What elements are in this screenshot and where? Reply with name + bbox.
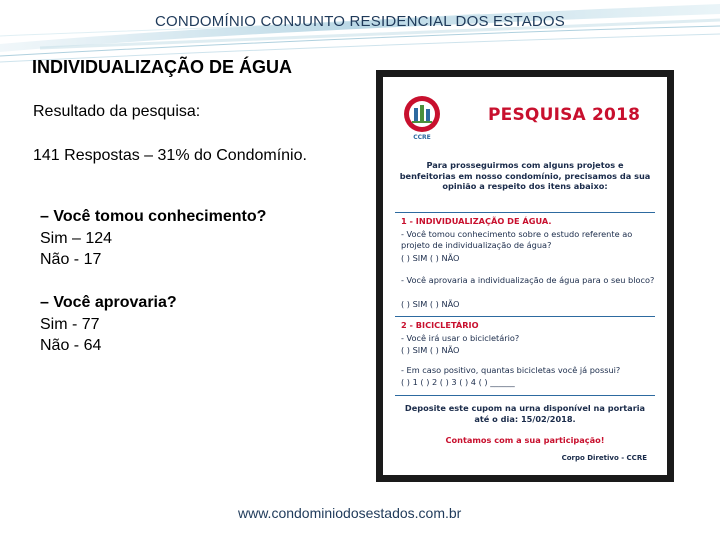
question-1-yes: Sim – 124 xyxy=(40,229,113,247)
poster-section-2-q1: - Você irá usar o bicicletário? xyxy=(401,333,520,343)
poster-divider xyxy=(395,395,655,396)
condominium-logo-icon xyxy=(403,95,441,133)
survey-poster-sheet xyxy=(383,77,667,475)
poster-intro: Para prosseguirmos com alguns projetos e benfeitorias em nosso condomínio, precisamos da sua opinião a respeito dos itens abaixo: xyxy=(399,160,651,191)
question-2-no: Não - 64 xyxy=(40,337,102,354)
poster-section-2-q1-options: ( ) SIM ( ) NÃO xyxy=(401,345,460,355)
question-2-heading: – Você aprovaria? xyxy=(40,294,177,311)
poster-thanks: Contamos com a sua participação! xyxy=(445,435,605,445)
poster-section-1-q1-options: ( ) SIM ( ) NÃO xyxy=(401,253,460,263)
poster-section-1-q2-options: ( ) SIM ( ) NÃO xyxy=(401,299,460,309)
question-2-block xyxy=(40,292,177,357)
slide-title: INDIVIDUALIZAÇÃO DE ÁGUA xyxy=(32,57,292,77)
poster-section-2-q2: - Em caso positivo, quantas bicicletas você já possui? xyxy=(401,365,621,375)
question-1-no: Não - 17 xyxy=(40,251,102,268)
footer-website-url: www.condominiodosestados.com.br xyxy=(238,505,462,521)
poster-section-2-q2-options: ( ) 1 ( ) 2 ( ) 3 ( ) 4 ( ) ______ xyxy=(401,377,515,387)
poster-section-1-title: 1 - INDIVIDUALIZAÇÃO DE ÁGUA. xyxy=(401,216,552,226)
logo-label: CCRE xyxy=(413,134,431,141)
survey-poster-image xyxy=(376,70,674,482)
poster-signature: Corpo Diretivo - CCRE xyxy=(561,454,647,462)
poster-section-1-q2: - Você aprovaria a individualização de água para o seu bloco? xyxy=(401,275,655,285)
result-label: Resultado da pesquisa: xyxy=(33,103,201,120)
poster-title: PESQUISA 2018 xyxy=(488,105,641,125)
slide-header: CONDOMÍNIO CONJUNTO RESIDENCIAL DOS ESTADOS xyxy=(154,13,566,30)
poster-section-2-title: 2 - BICICLETÁRIO xyxy=(401,320,479,330)
question-1-heading: – Você tomou conhecimento? xyxy=(40,208,267,225)
poster-deposit-note: Deposite este cupom na urna disponível na portaria até o dia: 15/02/2018. xyxy=(404,403,646,424)
question-2-yes: Sim - 77 xyxy=(40,315,100,333)
responses-summary: 141 Respostas – 31% do Condomínio. xyxy=(33,147,307,164)
poster-divider xyxy=(395,212,655,213)
poster-divider xyxy=(395,316,655,317)
poster-section-1-q1: - Você tomou conhecimento sobre o estudo referente ao projeto de individualização de água? xyxy=(401,229,633,250)
question-1-block xyxy=(40,206,266,271)
